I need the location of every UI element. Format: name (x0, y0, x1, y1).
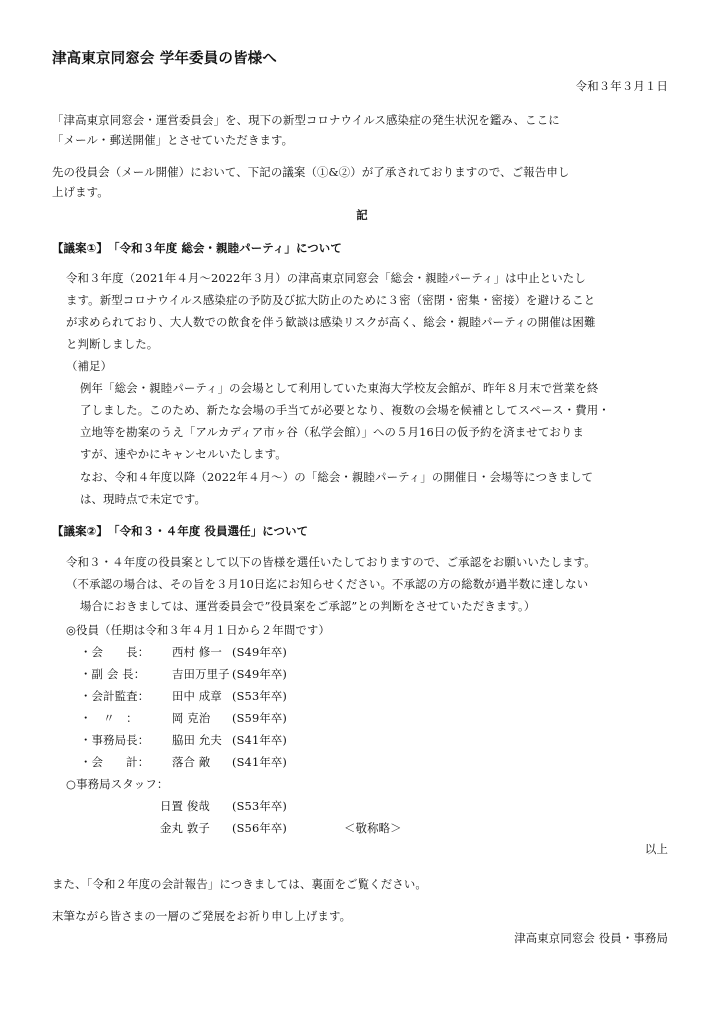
agenda1-body-line: 令和３年度（2021年４月～2022年３月）の津高東京同窓会「総会・親睦パーティ」は中止といたし (66, 271, 586, 285)
intro-line: 「津高東京同窓会・運営委員会」を、現下の新型コロナウイルス感染症の発生状況を鑑み、ここに (52, 113, 560, 127)
agenda2-heading: 【議案②】 「令和３・４年度 役員選任」について (52, 524, 309, 538)
officer-year: (S59年卒) (232, 711, 288, 725)
officer-year: (S49年卒) (232, 645, 288, 659)
ki-heading: 記 (356, 208, 368, 222)
intro-line: 「メール・郵送開催」とさせていただきます。 (52, 133, 294, 147)
agenda2-body: 令和３・４年度の役員案として以下の皆様を選任いたしておりますので、ご承認をお願いいたします。 (66, 555, 596, 569)
officer-year: (S49年卒) (232, 667, 288, 681)
staff-year: (S53年卒) (232, 799, 288, 813)
officer-name: 落合 敵 (172, 755, 211, 769)
officer-year: (S41年卒) (232, 755, 288, 769)
agenda1-note-line: なお、令和４年度以降（2022年４月～）の「総会・親睦パーティ」の開催日・会場等につきまして (80, 470, 594, 484)
agenda1-note-label: （補足） (66, 359, 113, 373)
agenda1-body-line: と判断しました。 (66, 337, 159, 351)
officer-year: (S53年卒) (232, 689, 288, 703)
staff-year: (S56年卒) (232, 821, 288, 835)
officers-heading: ◎役員（任期は令和３年４月１日から２年間です） (66, 623, 330, 637)
officer-role: ・会 長： (80, 645, 150, 659)
officer-role: ・会 計： (80, 755, 150, 769)
agenda1-body-line: ます。新型コロナウイルス感染症の予防及び拡大防止のために３密（密閉・密集・密接）を避けること (66, 293, 596, 307)
officer-row (80, 710, 320, 726)
agenda1-body-line: が求められており、大人数での飲食を伴う歓談は感染リスクが高く、総会・親睦パーティの開催は困難 (66, 315, 596, 329)
staff-name: 日置 俊哉 (160, 799, 210, 813)
officer-row (80, 688, 320, 704)
signature: 津高東京同窓会 役員・事務局 (514, 931, 668, 945)
agenda1-note-line: すが、速やかにキャンセルいたします。 (80, 447, 287, 461)
officer-year: (S41年卒) (232, 733, 288, 747)
honorifics-note: ＜敬称略＞ (344, 821, 402, 835)
officer-row (80, 732, 320, 748)
officer-role: ・会計監査： (80, 689, 150, 703)
report-line: 先の役員会（メール開催）において、下記の議案（①&②）が了承されておりますので、ご報告申し (52, 165, 570, 179)
agenda1-note-line: 了しました。このため、新たな会場の手当てが必要となり、複数の会場を候補としてスペース・費用・ (80, 403, 610, 417)
staff-row (160, 820, 440, 836)
closing-line: また、「令和２年度の会計報告」につきましては、裏面をご覧ください。 (52, 877, 427, 891)
officer-row (80, 666, 320, 682)
agenda1-heading: 【議案①】 「令和３年度 総会・親睦パーティ」について (52, 241, 342, 255)
officer-name: 岡 克治 (172, 711, 211, 725)
document-date: 令和３年３月１日 (575, 79, 668, 93)
closing-line: 末筆ながら皆さまの一層のご発展をお祈り申し上げます。 (52, 909, 352, 923)
agenda1-note-line: 立地等を勘案のうえ「アルカディア市ヶ谷（私学会館）」への５月16日の仮予約を済ませておりま (80, 425, 584, 439)
officer-role: ・事務局長： (80, 733, 150, 747)
officer-role: ・副 会 長： (80, 667, 146, 681)
document-title: 津高東京同窓会 学年委員の皆様へ (52, 51, 277, 67)
officer-name: 西村 修一 (172, 645, 222, 659)
staff-name: 金丸 敦子 (160, 821, 210, 835)
ijo-mark: 以上 (644, 842, 668, 856)
officer-row (80, 754, 320, 770)
officer-name: 田中 成章 (172, 689, 222, 703)
agenda1-note-line: 例年「総会・親睦パーティ」の会場として利用していた東海大学校友会館が、昨年８月末で営業を終 (80, 381, 599, 395)
officer-name: 吉田万里子 (172, 667, 230, 681)
report-line: 上げます。 (52, 185, 109, 199)
agenda2-disapproval-line: 場合におきましては、運営委員会で”役員案をご承認”との判断をさせていただきます。） (80, 599, 536, 613)
officer-role: ・ 〃 ： (80, 711, 138, 725)
staff-heading: ○事務局スタッフ： (66, 777, 169, 791)
agenda2-disapproval-line: （不承認の場合は、その旨を３月10日迄にお知らせください。不承認の方の総数が過半数に達しない (66, 577, 589, 591)
officer-row (80, 644, 320, 660)
agenda1-note-line: は、現時点で未定です。 (80, 492, 207, 506)
staff-row (160, 798, 360, 814)
officer-name: 脇田 允夫 (172, 733, 222, 747)
